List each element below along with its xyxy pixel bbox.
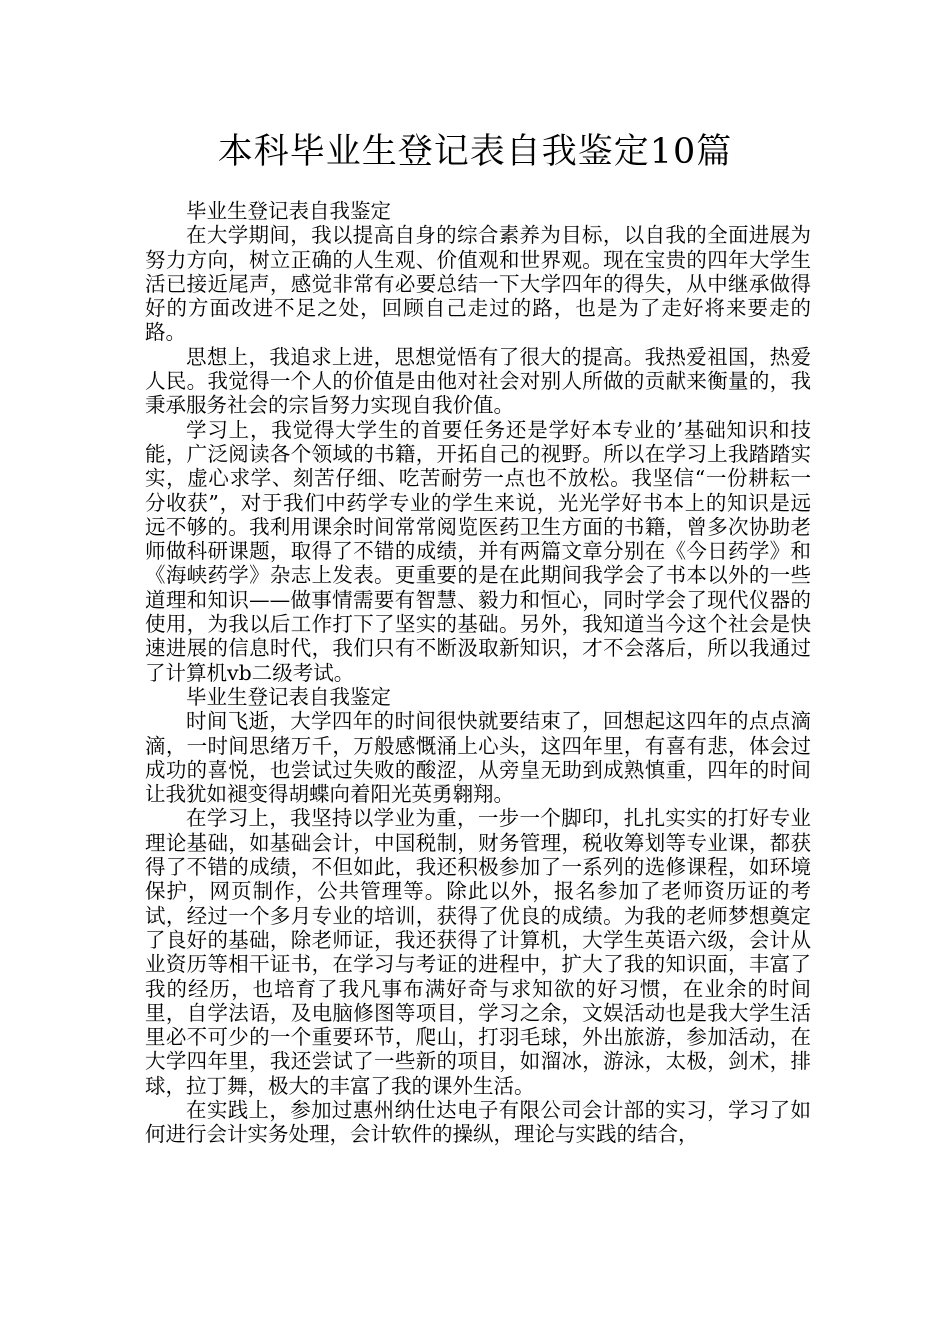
paragraph-thought: 思想上，我追求上进，思想觉悟有了很大的提高。我热爱祖国，热爱人民。我觉得一个人的价值是由他对社会对别人所做的贡献来衡量的，我秉承服务社会的宗旨努力实现自我价值。 <box>145 344 811 418</box>
section-heading-1: 毕业生登记表自我鉴定 <box>186 199 391 223</box>
paragraph-time: 时间飞逝，大学四年的时间很快就要结束了，回想起这四年的点点滴滴，一时间思绪万千，万般感慨涌上心头，这四年里，有喜有悲，体会过成功的喜悦，也尝试过失败的酸涩，从旁皇无助到成熟慎重，四年的时间让我犹如褪变得胡蝶向着阳光英勇翱翔。 <box>145 709 811 807</box>
paragraph-practice: 在实践上，参加过惠州纳仕达电子有限公司会计部的实习，学习了如何进行会计实务处理，会计软件的操纵，理论与实践的结合， <box>145 1097 811 1147</box>
document-body <box>145 199 811 1147</box>
section-heading-2: 毕业生登记表自我鉴定 <box>186 684 391 709</box>
paragraph-study: 学习上，我觉得大学生的首要任务还是学好本专业的’基础知识和技能，广泛阅读各个领域的书籍，开拓自己的视野。所以在学习上我踏踏实实，虚心求学、刻苦仔细、吃苦耐劳一点也不放松。我坚信“一份耕耘一分收获”，对于我们中药学专业的学生来说，光光学好书本上的知识是远远不够的。我利用课余时间常常阅览医药卫生方面的书籍，曾多次协助老师做科研课题，取得了不错的成绩，并有两篇文章分别在《今日药学》和《海峡药学》杂志上发表。更重要的是在此期间我学会了书本以外的一些道理和知识——做事情需要有智慧、毅力和恒心，同时学会了现代仪器的使用，为我以后工作打下了坚实的基础。另外，我知道当今这个社会是快速进展的信息时代，我们只有不断汲取新知识，才不会落后，所以我通过了计算机vb二级考试。 <box>145 417 811 685</box>
document-title: 本科毕业生登记表自我鉴定10篇 <box>217 132 733 172</box>
paragraph-intro: 在大学期间，我以提高自身的综合素养为目标，以自我的全面进展为努力方向，树立正确的人生观、价值观和世界观。现在宝贵的四年大学生活已接近尾声，感觉非常有必要总结一下大学四年的得失，从中继承做得好的方面改进不足之处，回顾自己走过的路，也是为了走好将来要走的路。 <box>145 223 811 345</box>
paragraph-learning: 在学习上，我坚持以学业为重，一步一个脚印，扎扎实实的打好专业理论基础，如基础会计，中国税制，财务管理，税收筹划等专业课，都获得了不错的成绩，不但如此，我还积极参加了一系列的选修课程，如环境保护，网页制作，公共管理等。除此以外，报名参加了老师资历证的考试，经过一个多月专业的培训，获得了优良的成绩。为我的老师梦想奠定了良好的基础，除老师证，我还获得了计算机，大学生英语六级，会计从业资历等相干证书，在学习与考证的进程中，扩大了我的知识面，丰富了我的经历，也培育了我凡事布满好奇与求知欲的好习惯，在业余的时间里，自学法语，及电脑修图等项目，学习之余，文娱活动也是我大学生活里必不可少的一个重要环节，爬山，打羽毛球，外出旅游，参加活动，在大学四年里，我还尝试了一些新的项目，如溜冰，游泳，太极，剑术，排球，拉丁舞，极大的丰富了我的课外生活。 <box>145 806 811 1098</box>
